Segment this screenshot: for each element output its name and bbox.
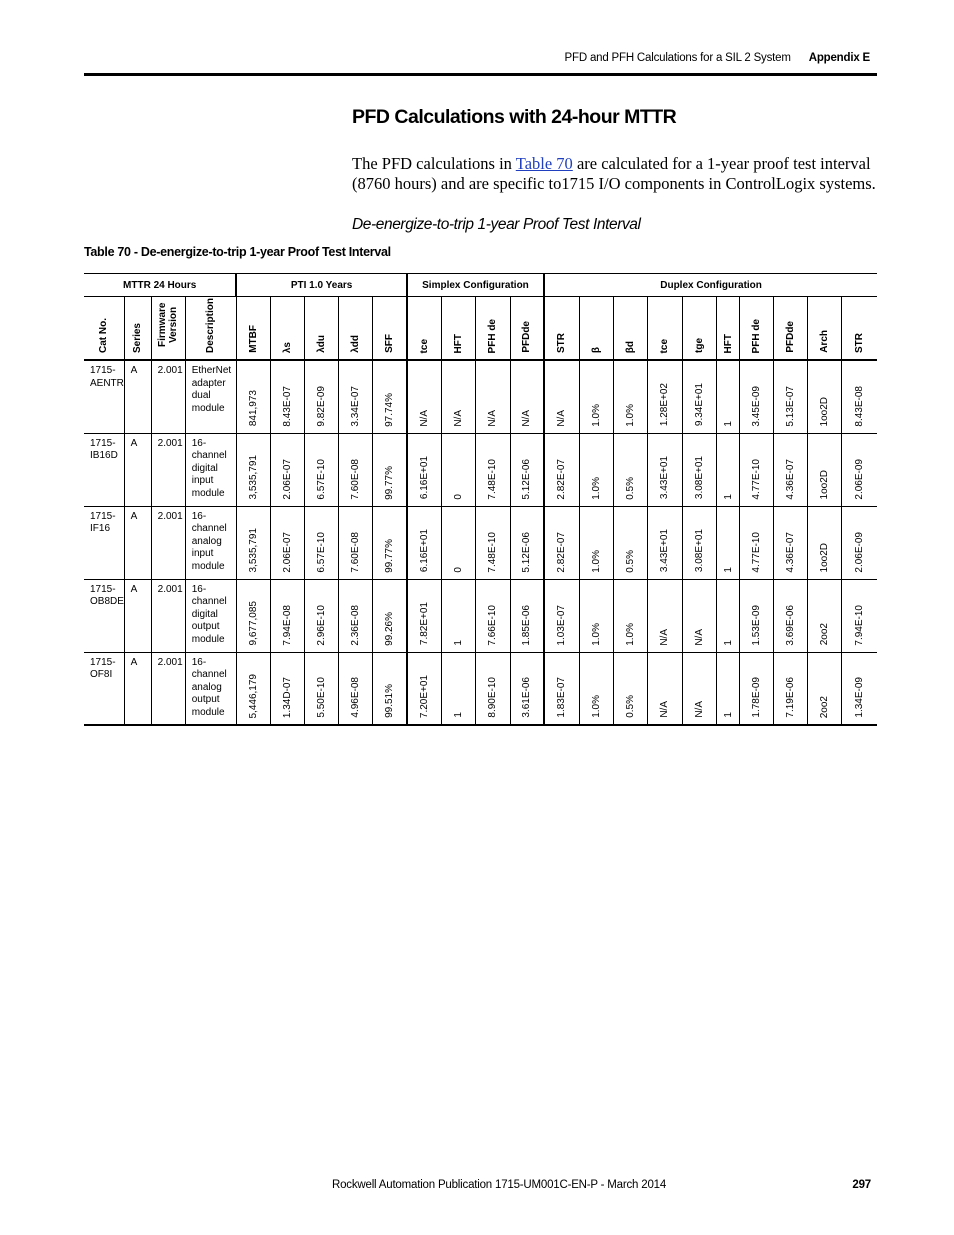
column-header xyxy=(339,297,373,361)
table-cell xyxy=(442,360,476,433)
table-cell xyxy=(740,652,774,725)
cell-value: 5,446,179 xyxy=(247,673,259,718)
group-pti: PTI 1.0 Years xyxy=(236,274,406,297)
appendix-label: Appendix E xyxy=(808,52,870,64)
column-header-label: λdd xyxy=(350,335,362,353)
cell-value: 841,973 xyxy=(247,390,259,427)
table-cell xyxy=(647,360,682,433)
group-simplex: Simplex Configuration xyxy=(407,274,544,297)
cell-value: 1.28E+02 xyxy=(659,383,671,427)
column-header xyxy=(613,297,647,361)
column-header xyxy=(682,297,716,361)
table-cell xyxy=(717,433,740,506)
table-cell xyxy=(842,652,877,725)
cell-value: 3.34E-07 xyxy=(350,385,362,427)
column-header-label: PFH de xyxy=(751,318,763,353)
column-header-label: HFT xyxy=(453,333,465,353)
table-cell xyxy=(808,433,842,506)
cell-value: 99.51% xyxy=(383,684,395,718)
cell-value: 6.16E+01 xyxy=(419,529,431,573)
table-cell xyxy=(476,360,510,433)
cell-value: 3.69E-06 xyxy=(785,604,797,646)
cell-value: 5.12E-06 xyxy=(521,458,533,500)
column-header-label: βd xyxy=(624,340,636,353)
table-cell xyxy=(647,433,682,506)
intro-text-before: The PFD calculations in xyxy=(352,154,516,173)
table-cell xyxy=(236,506,270,579)
group-duplex: Duplex Configuration xyxy=(544,274,877,297)
cell-value: 1.0% xyxy=(590,549,602,573)
column-header-label: tce xyxy=(419,338,431,353)
table-cell xyxy=(579,360,613,433)
table-cell xyxy=(442,506,476,579)
table-cell xyxy=(510,652,544,725)
table-cell xyxy=(717,506,740,579)
table-cell xyxy=(373,433,407,506)
table-cell xyxy=(270,579,304,652)
table-cell: 1715-AENTR xyxy=(84,360,124,433)
table-cell xyxy=(682,433,716,506)
table-cell xyxy=(613,360,647,433)
cell-value: 4.77E-10 xyxy=(751,531,763,573)
table-cell xyxy=(339,652,373,725)
table-cell xyxy=(842,579,877,652)
cell-value: 1oo2D xyxy=(819,397,831,427)
cell-value: 3.43E+01 xyxy=(659,529,671,573)
header-rule xyxy=(84,73,877,76)
cell-value: 97.74% xyxy=(383,392,395,427)
cell-value: 1 xyxy=(722,493,734,500)
column-header xyxy=(647,297,682,361)
cell-value: N/A xyxy=(556,409,568,427)
column-header xyxy=(151,297,185,361)
column-header-label: STR xyxy=(556,333,568,353)
column-header xyxy=(407,297,442,361)
cell-value: 7.94E-10 xyxy=(854,604,866,646)
cell-value: N/A xyxy=(453,409,465,427)
cell-value: 1.0% xyxy=(590,622,602,646)
table-70-link[interactable]: Table 70 xyxy=(515,154,573,173)
cell-value: 9.34E+01 xyxy=(693,383,705,427)
cell-value: 6.57E-10 xyxy=(316,531,328,573)
table-cell xyxy=(740,433,774,506)
table-cell xyxy=(613,433,647,506)
table-cell xyxy=(808,360,842,433)
table-cell xyxy=(740,506,774,579)
cell-value: 8.43E-07 xyxy=(281,385,293,427)
cell-value: 3.61E-06 xyxy=(521,677,533,718)
cell-value: 3.43E+01 xyxy=(659,456,671,500)
cell-value: 5.50E-10 xyxy=(316,677,328,718)
cell-value: 1.0% xyxy=(590,476,602,500)
table-cell xyxy=(740,579,774,652)
intro-text-after: are calculated for a 1-year proof test interval (8760 hours) and are specific to1715 I/O components in ControlLogix systems. xyxy=(352,154,876,193)
table-cell xyxy=(613,652,647,725)
table-cell xyxy=(544,360,579,433)
table-cell: 1715-IB16D xyxy=(84,433,124,506)
cell-value: 2oo2 xyxy=(819,623,831,646)
table-cell xyxy=(808,506,842,579)
cell-value: 7.60E-08 xyxy=(350,531,362,573)
table-cell xyxy=(305,579,339,652)
table-cell xyxy=(647,506,682,579)
cell-value: 1 xyxy=(722,566,734,573)
table-caption: Table 70 - De-energize-to-trip 1-year Proof Test Interval xyxy=(84,245,391,259)
table-cell xyxy=(842,506,877,579)
table-cell xyxy=(270,506,304,579)
column-header xyxy=(510,297,544,361)
cell-value: 5.12E-06 xyxy=(521,531,533,573)
cell-value: 6.57E-10 xyxy=(316,458,328,500)
cell-value: 1.78E-09 xyxy=(751,677,763,718)
table-cell xyxy=(373,652,407,725)
cell-value: 0.5% xyxy=(624,476,636,500)
cell-value: 4.77E-10 xyxy=(751,458,763,500)
cell-value: 1oo2D xyxy=(819,543,831,573)
table-cell xyxy=(774,506,808,579)
table-cell xyxy=(407,579,442,652)
table-cell: A xyxy=(124,652,151,725)
column-header-label: λdu xyxy=(316,335,328,353)
table-row xyxy=(84,506,877,579)
cell-value: 8.90E-10 xyxy=(487,677,499,718)
table-cell xyxy=(579,652,613,725)
cell-value: 4.96E-08 xyxy=(350,677,362,718)
column-header-label: Arch xyxy=(819,330,831,353)
table-cell xyxy=(682,360,716,433)
column-header xyxy=(717,297,740,361)
table-cell: A xyxy=(124,360,151,433)
table-cell xyxy=(339,360,373,433)
cell-value: 4.36E-07 xyxy=(785,458,797,500)
table-cell xyxy=(647,579,682,652)
column-header xyxy=(84,297,124,361)
table-cell: 2.001 xyxy=(151,652,185,725)
column-header xyxy=(442,297,476,361)
cell-value: 0.5% xyxy=(624,695,636,718)
table-cell xyxy=(442,579,476,652)
table-cell: 1715-OB8DE xyxy=(84,579,124,652)
table-cell xyxy=(842,360,877,433)
column-header xyxy=(740,297,774,361)
table-cell xyxy=(808,652,842,725)
cell-value: 9,677,085 xyxy=(247,601,259,646)
table-cell xyxy=(740,360,774,433)
cell-value: 7.20E+01 xyxy=(419,674,431,718)
cell-value: 7.48E-10 xyxy=(487,458,499,500)
column-header-label: β xyxy=(590,346,602,353)
cell-value: 8.43E-08 xyxy=(854,385,866,427)
subheading: De-energize-to-trip 1-year Proof Test Interval xyxy=(352,216,641,233)
table-cell xyxy=(476,652,510,725)
cell-value: 1.0% xyxy=(590,695,602,718)
pfd-table xyxy=(84,273,877,726)
intro-paragraph xyxy=(352,154,877,194)
table-cell xyxy=(682,506,716,579)
column-header xyxy=(544,297,579,361)
cell-value: 5.13E-07 xyxy=(785,385,797,427)
cell-value: N/A xyxy=(521,409,533,427)
table-cell xyxy=(510,506,544,579)
column-header-label: SFF xyxy=(383,334,395,353)
table-cell xyxy=(774,652,808,725)
table-cell: 1715-OF8I xyxy=(84,652,124,725)
table-cell: 2.001 xyxy=(151,433,185,506)
running-title: PFD and PFH Calculations for a SIL 2 System xyxy=(564,52,791,64)
cell-value: N/A xyxy=(659,701,671,718)
cell-value: 99.26% xyxy=(383,611,395,646)
table-cell xyxy=(579,433,613,506)
cell-value: 1.0% xyxy=(590,403,602,427)
table-cell xyxy=(544,506,579,579)
table-cell xyxy=(682,652,716,725)
table-cell xyxy=(339,579,373,652)
table-cell xyxy=(613,506,647,579)
table-cell xyxy=(774,433,808,506)
table-body xyxy=(84,360,877,725)
cell-value: 1.0% xyxy=(624,403,636,427)
page-number: 297 xyxy=(852,1179,871,1191)
table-cell: EtherNet adapter dual module xyxy=(185,360,236,433)
table-cell: A xyxy=(124,433,151,506)
cell-value: 2oo2 xyxy=(819,695,831,718)
cell-value: 1.83E-07 xyxy=(556,677,568,718)
table-cell xyxy=(442,433,476,506)
table-cell xyxy=(808,579,842,652)
table-cell xyxy=(510,579,544,652)
cell-value: 4.36E-07 xyxy=(785,531,797,573)
cell-value: 1.85E-06 xyxy=(521,604,533,646)
table-cell xyxy=(717,360,740,433)
cell-value: 1.53E-09 xyxy=(751,604,763,646)
column-header-label: λs xyxy=(281,341,293,353)
running-header xyxy=(84,52,870,64)
column-header-label: PFH de xyxy=(487,318,499,353)
table-row xyxy=(84,579,877,652)
cell-value: 7.48E-10 xyxy=(487,531,499,573)
column-header-label: HFT xyxy=(722,333,734,353)
table-cell xyxy=(305,652,339,725)
table-cell xyxy=(510,433,544,506)
column-header-label: Series xyxy=(132,322,144,353)
column-header-label: Description xyxy=(205,297,217,353)
table-cell xyxy=(407,652,442,725)
table-cell xyxy=(305,433,339,506)
table-cell xyxy=(544,433,579,506)
table-cell: 1715-IF16 xyxy=(84,506,124,579)
table-cell: 2.001 xyxy=(151,360,185,433)
column-header-label: Cat No. xyxy=(98,318,110,353)
table-cell xyxy=(717,579,740,652)
table-cell xyxy=(236,652,270,725)
cell-value: 1.34D-07 xyxy=(281,676,293,718)
table-cell xyxy=(774,360,808,433)
cell-value: 1 xyxy=(453,712,465,718)
cell-value: N/A xyxy=(659,628,671,646)
column-header-label: STR xyxy=(854,333,866,353)
column-header-label: tce xyxy=(659,338,671,353)
cell-value: N/A xyxy=(693,701,705,718)
cell-value: 0.5% xyxy=(624,549,636,573)
cell-value: 7.66E-10 xyxy=(487,604,499,646)
table-cell: 16-channel digital input module xyxy=(185,433,236,506)
table-cell xyxy=(305,360,339,433)
cell-value: 1 xyxy=(722,712,734,718)
table-cell xyxy=(373,506,407,579)
cell-value: 3.08E+01 xyxy=(693,529,705,573)
column-header xyxy=(185,297,236,361)
cell-value: 1.34E-09 xyxy=(854,677,866,718)
column-header-label: PFDde xyxy=(521,321,533,353)
cell-value: 2.82E-07 xyxy=(556,531,568,573)
cell-value: 3.08E+01 xyxy=(693,456,705,500)
table-cell xyxy=(373,360,407,433)
table-cell xyxy=(717,652,740,725)
table-cell xyxy=(544,652,579,725)
cell-value: 7.94E-08 xyxy=(281,604,293,646)
table-cell xyxy=(442,652,476,725)
cell-value: 7.60E-08 xyxy=(350,458,362,500)
table-cell xyxy=(373,579,407,652)
column-header-label: Firmware Version xyxy=(157,302,180,348)
cell-value: 2.36E-08 xyxy=(350,604,362,646)
table-cell xyxy=(236,360,270,433)
table-cell xyxy=(476,579,510,652)
cell-value: 9.82E-09 xyxy=(316,385,328,427)
column-header xyxy=(476,297,510,361)
table-cell xyxy=(305,506,339,579)
publication-info: Rockwell Automation Publication 1715-UM001C-EN-P - March 2014 xyxy=(332,1179,667,1191)
cell-value: 7.82E+01 xyxy=(419,602,431,646)
table-cell xyxy=(270,360,304,433)
column-header-label: tge xyxy=(693,338,705,353)
table-cell xyxy=(579,506,613,579)
cell-value: 7.19E-06 xyxy=(785,677,797,718)
column-header-row xyxy=(84,297,877,361)
table-cell: A xyxy=(124,579,151,652)
cell-value: 99.77% xyxy=(383,465,395,500)
table-cell xyxy=(407,506,442,579)
table-cell xyxy=(510,360,544,433)
table-cell xyxy=(270,433,304,506)
cell-value: 2.82E-07 xyxy=(556,458,568,500)
cell-value: 2.06E-09 xyxy=(854,458,866,500)
table-cell xyxy=(407,433,442,506)
table-row xyxy=(84,652,877,725)
table-cell xyxy=(339,506,373,579)
table-cell xyxy=(544,579,579,652)
column-header xyxy=(236,297,270,361)
cell-value: 2.06E-09 xyxy=(854,531,866,573)
cell-value: 2.06E-07 xyxy=(281,458,293,500)
group-mttr: MTTR 24 Hours xyxy=(84,274,236,297)
cell-value: 3,535,791 xyxy=(247,455,259,500)
table-cell: 16-channel analog output module xyxy=(185,652,236,725)
cell-value: 3,535,791 xyxy=(247,528,259,573)
table-cell xyxy=(236,433,270,506)
cell-value: 2.06E-07 xyxy=(281,531,293,573)
cell-value: 1 xyxy=(722,420,734,427)
section-title: PFD Calculations with 24-hour MTTR xyxy=(352,106,677,128)
table-cell: 16-channel digital output module xyxy=(185,579,236,652)
cell-value: 1.0% xyxy=(624,622,636,646)
column-header xyxy=(124,297,151,361)
table-cell xyxy=(270,652,304,725)
cell-value: N/A xyxy=(419,409,431,427)
table-cell xyxy=(682,579,716,652)
cell-value: 3.45E-09 xyxy=(751,385,763,427)
table-cell xyxy=(339,433,373,506)
column-header-label: PFDde xyxy=(785,321,797,353)
table-cell xyxy=(476,433,510,506)
cell-value: 2.96E-10 xyxy=(316,604,328,646)
table-cell xyxy=(236,579,270,652)
cell-value: 1.03E-07 xyxy=(556,604,568,646)
column-header xyxy=(270,297,304,361)
table-row xyxy=(84,433,877,506)
table-cell xyxy=(407,360,442,433)
column-header xyxy=(842,297,877,361)
cell-value: 1oo2D xyxy=(819,470,831,500)
table-cell: 2.001 xyxy=(151,579,185,652)
table-cell xyxy=(647,652,682,725)
column-header xyxy=(808,297,842,361)
column-header xyxy=(305,297,339,361)
column-header xyxy=(579,297,613,361)
cell-value: 1 xyxy=(453,639,465,646)
table-cell xyxy=(774,579,808,652)
cell-value: 99.77% xyxy=(383,538,395,573)
cell-value: N/A xyxy=(487,409,499,427)
table-cell: A xyxy=(124,506,151,579)
cell-value: 0 xyxy=(453,493,465,500)
column-header xyxy=(373,297,407,361)
table-cell: 16-channel analog input module xyxy=(185,506,236,579)
table-cell: 2.001 xyxy=(151,506,185,579)
table-cell xyxy=(476,506,510,579)
column-header xyxy=(774,297,808,361)
table-cell xyxy=(842,433,877,506)
column-header-label: MTBF xyxy=(247,325,259,353)
cell-value: 0 xyxy=(453,566,465,573)
table-cell xyxy=(579,579,613,652)
cell-value: 1 xyxy=(722,639,734,646)
cell-value: 6.16E+01 xyxy=(419,456,431,500)
table-cell xyxy=(613,579,647,652)
table-row xyxy=(84,360,877,433)
cell-value: N/A xyxy=(693,628,705,646)
